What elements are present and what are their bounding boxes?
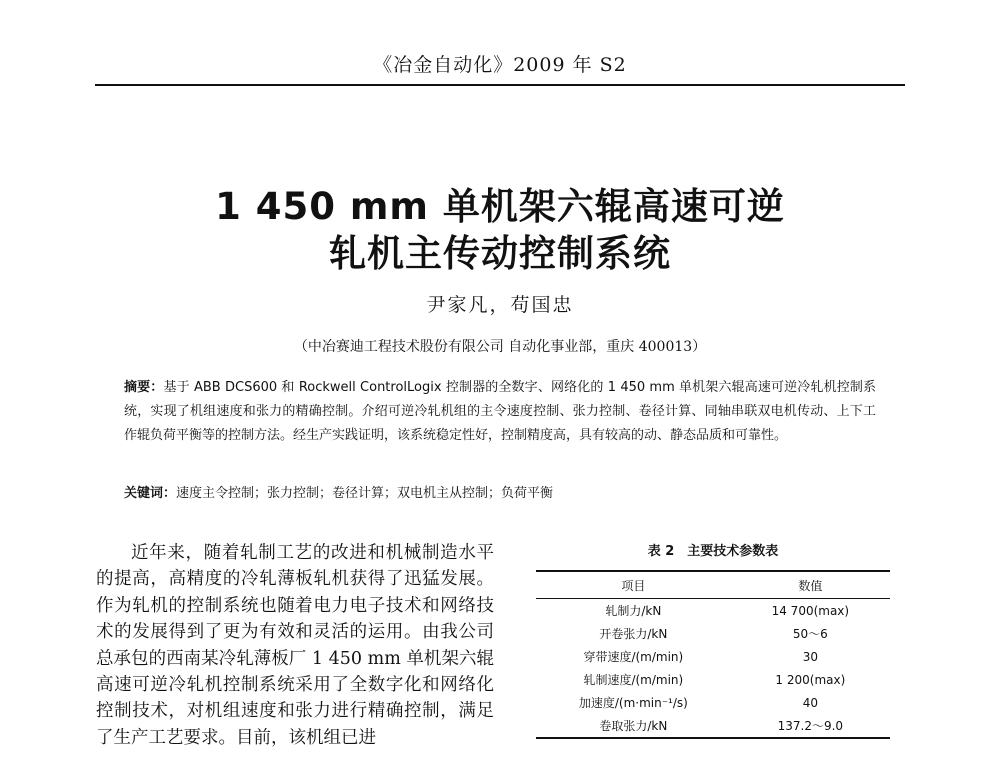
table-cell-item: 开卷张力/kN — [599, 627, 668, 641]
table-header-row — [536, 571, 890, 599]
running-head: 《冶金自动化》2009 年 S2 — [373, 54, 627, 76]
table-cell-item: 轧制速度/(m/min) — [583, 673, 684, 687]
keywords-label: 关键词： — [124, 486, 177, 501]
table-row — [536, 668, 890, 691]
body-paragraph: 近年来，随着轧制工艺的改进和机械制造水平的提高，高精度的冷轧薄板轧机获得了迅猛发展。作为轧机的控制系统也随着电力电子技术和网络技术的发展得到了更为有效和灵活的运用。由我公司总承包的西南某冷轧薄板厂 1 450 mm 单机架六辊高速可逆冷轧机控制系统采用了全数字化和网络化控制技术，对机组速度和张力进行精确控制，满足了生产工艺要求。目前，该机组已进 — [96, 543, 494, 748]
table-cell-item: 加速度/(m·min⁻¹/s) — [578, 696, 688, 710]
table-row — [536, 599, 890, 623]
table-cell-item: 轧制力/kN — [605, 604, 662, 618]
table-cell-value: 137.2～9.0 — [777, 719, 844, 733]
table-cell-value: 50～6 — [792, 627, 828, 641]
parameter-table — [536, 570, 890, 739]
title-line-1: 1 450 mm 单机架六辊高速可逆 — [215, 185, 785, 228]
abstract — [124, 376, 876, 448]
abstract-label: 摘要： — [124, 380, 164, 395]
title-line-2: 轧机主传动控制系统 — [329, 232, 671, 275]
table-cell-item: 穿带速度/(m/min) — [583, 650, 684, 664]
table-row — [536, 622, 890, 645]
keywords-text: 速度主令控制；张力控制；卷径计算；双电机主从控制；负荷平衡 — [176, 486, 554, 501]
keywords — [124, 482, 876, 506]
table-cell-value: 1 200(max) — [775, 672, 846, 687]
table-row — [536, 691, 890, 714]
table-cell-value: 14 700(max) — [771, 603, 850, 618]
parameter-table-block — [536, 540, 890, 739]
table-header-item: 项目 — [536, 571, 731, 599]
table-row — [536, 645, 890, 668]
affiliation: （中冶赛迪工程技术股份有限公司 自动化事业部，重庆 400013） — [293, 339, 707, 355]
table-cell-item: 卷取张力/kN — [599, 719, 668, 733]
abstract-text: 基于 ABB DCS600 和 Rockwell ControlLogix 控制器的全数字、网络化的 1 450 mm 单机架六辊高速可逆冷轧机控制系统，实现了机组速度和张力的精确控制。介绍可逆冷轧机组的主令速度控制、张力控制、卷径计算、同轴串联双电机传动、上下工作辊负荷平衡等的控制方法。经生产实践证明，该系统稳定性好，控制精度高，具有较高的动、静态品质和可靠性。 — [124, 380, 876, 443]
table-row — [536, 714, 890, 738]
header-rule — [95, 84, 905, 86]
authors: 尹家凡，苟国忠 — [426, 294, 574, 316]
table-header-value: 数值 — [731, 571, 890, 599]
table-cell-value: 30 — [802, 649, 818, 664]
table-cell-value: 40 — [802, 695, 818, 710]
table-caption: 表 2 主要技术参数表 — [647, 544, 779, 559]
